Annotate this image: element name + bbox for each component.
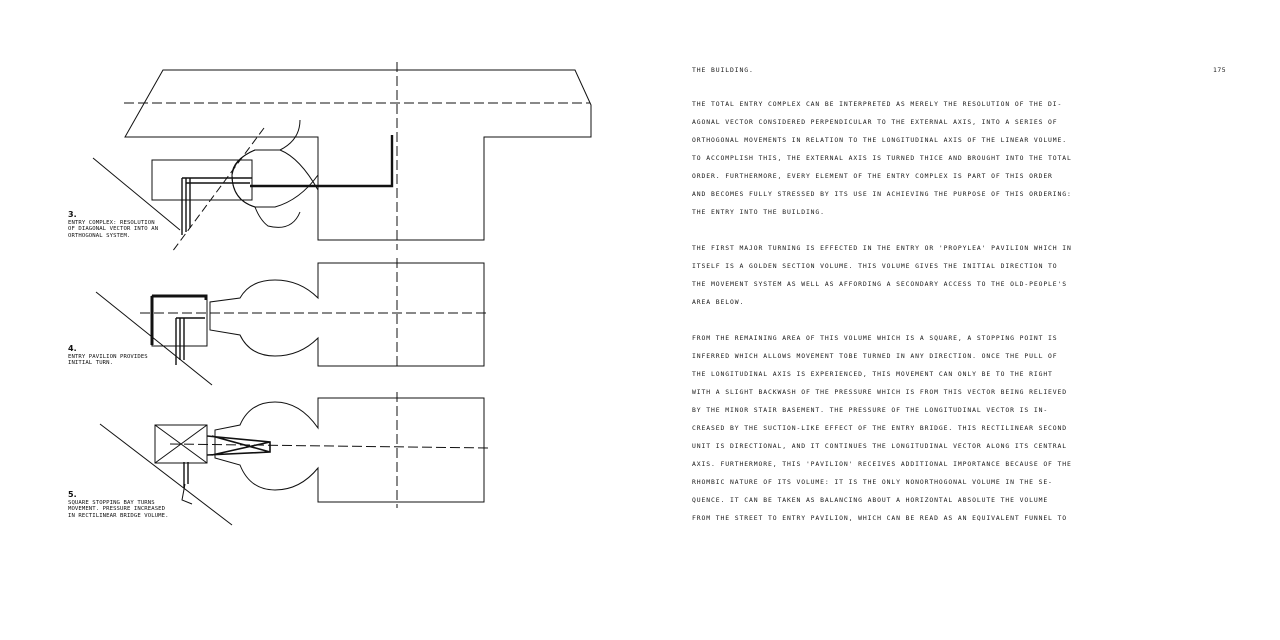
text-line: WITH A SLIGHT BACKWASH OF THE PRESSURE WHICH IS FROM THIS VECTOR BEING RELIEVED — [692, 388, 1068, 396]
text-line: AND BECOMES FULLY STRESSED BY ITS USE IN ACHIEVING THE PURPOSE OF THIS ORDERING: — [692, 190, 1072, 198]
paragraph-3 — [692, 332, 1072, 530]
text-line: AXIS. FURTHERMORE, THIS 'PAVILION' RECEIVES ADDITIONAL IMPORTANCE BECAUSE OF THE — [692, 460, 1072, 468]
text-line: THE TOTAL ENTRY COMPLEX CAN BE INTERPRETED AS MERELY THE RESOLUTION OF THE DI- — [692, 100, 1063, 108]
figure-4-plan — [96, 258, 490, 385]
figure-number: 5. — [68, 490, 77, 499]
caption-line: ORTHOGONAL SYSTEM. — [68, 232, 131, 239]
caption-line: OF DIAGONAL VECTOR INTO AN — [68, 226, 159, 233]
caption-line: SQUARE STOPPING BAY TURNS — [68, 500, 155, 506]
text-line: AREA BELOW. — [692, 298, 745, 306]
text-line: ITSELF IS A GOLDEN SECTION VOLUME. THIS VOLUME GIVES THE INITIAL DIRECTION TO — [692, 262, 1058, 270]
plaza-lobes — [232, 120, 300, 227]
text-line: BY THE MINOR STAIR BASEMENT. THE PRESSURE OF THE LONGITUDINAL VECTOR IS IN- — [692, 406, 1049, 414]
page-number: 175 — [1213, 66, 1227, 74]
figure-3-plan — [93, 62, 591, 252]
text-line: AGONAL VECTOR CONSIDERED PERPENDICULAR TO THE EXTERNAL AXIS, INTO A SERIES OF — [692, 118, 1058, 126]
paragraph-1 — [692, 98, 1072, 224]
caption-line: MOVEMENT. PRESSURE INCREASED — [68, 506, 166, 513]
caption-line: INITIAL TURN. — [68, 360, 114, 367]
pavilion-thick-wall — [152, 296, 206, 345]
paragraph-2 — [692, 242, 1072, 314]
text-line: RHOMBIC NATURE OF ITS VOLUME: IT IS THE ONLY NONORTHOGONAL VOLUME IN THE SE- — [692, 478, 1053, 486]
text-line: THE MOVEMENT SYSTEM AS WELL AS AFFORDING A SECONDARY ACCESS TO THE OLD-PEOPLE'S — [692, 280, 1068, 288]
text-line: CREASED BY THE SUCTION-LIKE EFFECT OF THE ENTRY BRIDGE. THIS RECTILINEAR SECOND — [692, 424, 1068, 432]
figure-number: 4. — [68, 344, 77, 353]
text-line: TO ACCOMPLISH THIS, THE EXTERNAL AXIS IS TURNED THICE AND BROUGHT INTO THE TOTAL — [692, 154, 1072, 162]
section-heading: THE BUILDING. — [692, 66, 754, 74]
caption-line: ENTRY COMPLEX: RESOLUTION — [68, 220, 155, 226]
text-line: ORDER. FURTHERMORE, EVERY ELEMENT OF THE ENTRY COMPLEX IS PART OF THIS ORDER — [692, 172, 1053, 180]
figure-number: 3. — [68, 210, 77, 219]
figure-4-caption — [68, 344, 148, 367]
longitudinal-axis — [170, 444, 490, 448]
text-line: FROM THE STREET TO ENTRY PAVILION, WHICH CAN BE READ AS AN EQUIVALENT FUNNEL TO — [692, 514, 1068, 522]
right-page — [640, 0, 1280, 640]
main-volume-outline — [215, 398, 484, 502]
figure-3-caption — [68, 210, 158, 239]
text-line: QUENCE. IT CAN BE TAKEN AS BALANCING ABOUT A HORIZONTAL ABSOLUTE THE VOLUME — [692, 496, 1049, 504]
text-line: UNIT IS DIRECTIONAL, AND IT CONTINUES THE LONGITUDINAL VECTOR ALONG ITS CENTRAL — [692, 442, 1068, 450]
text-line: THE LONGITUDINAL AXIS IS EXPERIENCED, THIS MOVEMENT CAN ONLY BE TO THE RIGHT — [692, 370, 1053, 378]
text-line: INFERRED WHICH ALLOWS MOVEMENT TOBE TURNED IN ANY DIRECTION. ONCE THE PULL OF — [692, 352, 1058, 360]
figure-5-caption — [68, 490, 169, 519]
text-line: THE ENTRY INTO THE BUILDING. — [692, 208, 825, 216]
ramp-bars — [176, 318, 205, 365]
ramp-bars — [182, 178, 252, 235]
text-line: THE FIRST MAJOR TURNING IS EFFECTED IN THE ENTRY OR 'PROPYLEA' PAVILION WHICH IN — [692, 244, 1072, 252]
caption-line: ENTRY PAVILION PROVIDES — [68, 354, 148, 360]
main-volume-outline — [125, 70, 591, 240]
site-line — [96, 292, 212, 385]
text-line: ORTHOGONAL MOVEMENTS IN RELATION TO THE LONGITUDINAL AXIS OF THE LINEAR VOLUME. — [692, 136, 1068, 144]
movement-vector — [250, 135, 392, 186]
text-line: FROM THE REMAINING AREA OF THIS VOLUME WHICH IS A SQUARE, A STOPPING POINT IS — [692, 334, 1058, 342]
caption-line: IN RECTILINEAR BRIDGE VOLUME. — [68, 512, 169, 519]
main-volume-outline — [210, 263, 484, 366]
